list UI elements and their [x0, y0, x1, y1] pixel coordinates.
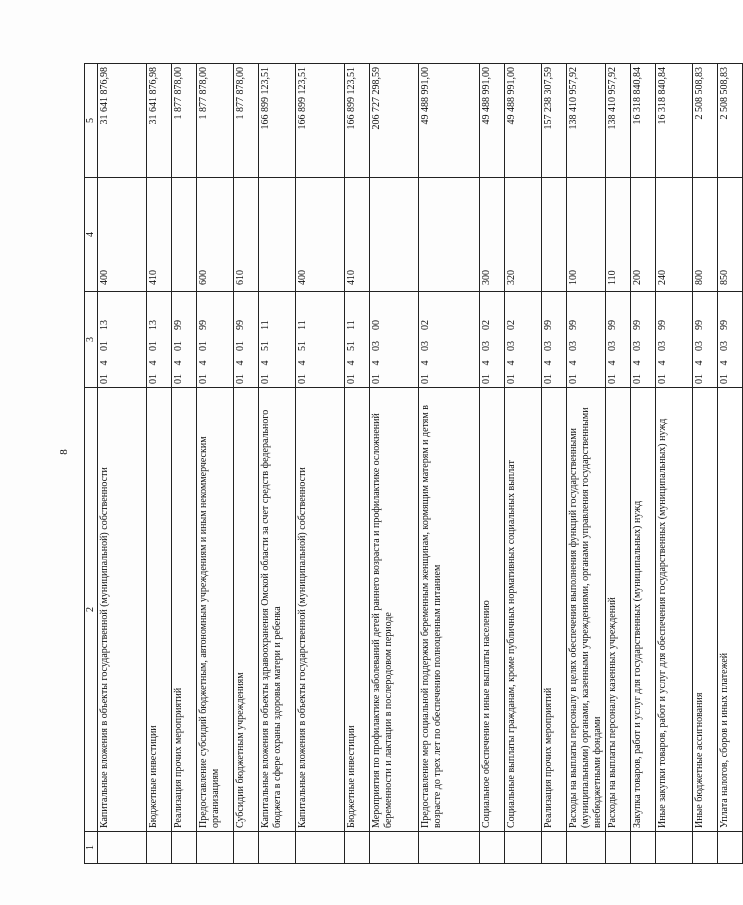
- row-amount-cell: 138 410 957,92: [606, 64, 631, 178]
- code-part-4: 11: [346, 320, 357, 330]
- table-row: [505, 64, 542, 864]
- code-part-1: 01: [694, 374, 705, 384]
- row-number-cell: [606, 832, 631, 864]
- row-name-cell: Закупка товаров, работ и услуг для государственных (муниципальных) нужд: [631, 388, 656, 832]
- code-part-3: 51: [260, 341, 271, 351]
- row-amount-cell: 16 318 840,84: [631, 64, 656, 178]
- code-part-4: 99: [235, 320, 246, 330]
- row-number-cell: [631, 832, 656, 864]
- table-row: [296, 64, 345, 864]
- code-part-3: 51: [346, 341, 357, 351]
- code-part-4: 02: [506, 320, 517, 330]
- code-part-1: 01: [371, 374, 382, 384]
- row-type-cell: 240: [656, 178, 693, 292]
- code-part-3: 03: [371, 341, 382, 351]
- code-part-4: 99: [173, 320, 184, 330]
- header-col-2: 2: [85, 388, 98, 832]
- code-part-2: 4: [260, 360, 271, 366]
- header-col-1: 1: [85, 832, 98, 864]
- code-part-3: 03: [719, 341, 730, 351]
- table-row: [693, 64, 718, 864]
- row-amount-cell: 2 508 508,83: [693, 64, 718, 178]
- code-part-2: 4: [568, 360, 579, 366]
- row-number-cell: [718, 832, 743, 864]
- code-part-3: 03: [607, 341, 618, 351]
- code-part-2: 4: [543, 360, 554, 366]
- code-part-1: 01: [99, 374, 110, 384]
- code-part-1: 01: [632, 374, 643, 384]
- code-part-1: 01: [346, 374, 357, 384]
- table-row: [606, 64, 631, 864]
- row-number-cell: [480, 832, 505, 864]
- code-part-3: 03: [657, 341, 668, 351]
- row-number-cell: [370, 832, 419, 864]
- table-row: [542, 64, 567, 864]
- row-number-cell: [259, 832, 296, 864]
- row-code-cell: [693, 292, 718, 388]
- table-row: [172, 64, 197, 864]
- code-part-4: 99: [568, 320, 579, 330]
- row-amount-cell: 31 641 876,98: [98, 64, 147, 178]
- table-row: [197, 64, 234, 864]
- row-amount-cell: 1 877 878,00: [172, 64, 197, 178]
- code-part-4: 00: [371, 320, 382, 330]
- code-part-3: 51: [297, 341, 308, 351]
- table-row: [259, 64, 296, 864]
- code-part-3: 03: [420, 341, 431, 351]
- code-part-1: 01: [260, 374, 271, 384]
- row-amount-cell: 1 877 878,00: [234, 64, 259, 178]
- table-row: [567, 64, 606, 864]
- code-part-2: 4: [346, 360, 357, 366]
- row-name-cell: Реализация прочих мероприятий: [542, 388, 567, 832]
- row-code-cell: [172, 292, 197, 388]
- row-code-cell: [370, 292, 419, 388]
- code-part-2: 4: [694, 360, 705, 366]
- row-name-cell: Бюджетные инвестиции: [147, 388, 172, 832]
- row-amount-cell: 16 318 840,84: [656, 64, 693, 178]
- table-row: [234, 64, 259, 864]
- code-part-4: 13: [148, 320, 159, 330]
- row-code-cell: [147, 292, 172, 388]
- row-code-cell: [197, 292, 234, 388]
- code-part-2: 4: [99, 360, 110, 366]
- code-part-1: 01: [235, 374, 246, 384]
- row-code-cell: [542, 292, 567, 388]
- code-part-2: 4: [481, 360, 492, 366]
- row-name-cell: Уплата налогов, сборов и иных платежей: [718, 388, 743, 832]
- row-name-cell: Расходы на выплаты персоналу в целях обеспечения выполнения функций государственными (муниципальными) органами, казенными учреждениями, органами управления государственными внебюджетными фондами: [567, 388, 606, 832]
- row-amount-cell: 157 238 307,59: [542, 64, 567, 178]
- code-part-1: 01: [506, 374, 517, 384]
- header-col-5: 5: [85, 64, 98, 178]
- code-part-3: 03: [632, 341, 643, 351]
- row-type-cell: [259, 178, 296, 292]
- code-part-2: 4: [297, 360, 308, 366]
- row-amount-cell: 31 641 876,98: [147, 64, 172, 178]
- row-type-cell: 200: [631, 178, 656, 292]
- row-code-cell: [480, 292, 505, 388]
- code-part-2: 4: [719, 360, 730, 366]
- code-part-2: 4: [607, 360, 618, 366]
- code-part-2: 4: [235, 360, 246, 366]
- code-part-4: 99: [719, 320, 730, 330]
- row-type-cell: [172, 178, 197, 292]
- code-part-3: 01: [198, 341, 209, 351]
- row-number-cell: [419, 832, 480, 864]
- code-part-2: 4: [371, 360, 382, 366]
- code-part-1: 01: [607, 374, 618, 384]
- row-code-cell: [234, 292, 259, 388]
- code-part-3: 03: [543, 341, 554, 351]
- code-part-4: 02: [481, 320, 492, 330]
- row-amount-cell: 166 899 123,51: [345, 64, 370, 178]
- code-part-1: 01: [568, 374, 579, 384]
- row-amount-cell: 49 488 991,00: [419, 64, 480, 178]
- code-part-4: 11: [260, 320, 271, 330]
- row-amount-cell: 138 410 957,92: [567, 64, 606, 178]
- row-code-cell: [259, 292, 296, 388]
- row-number-cell: [98, 832, 147, 864]
- row-name-cell: Предоставление мер социальной поддержки беременным женщинам, кормящим матерям и детям в возрасте до трех лет по обеспечению полноценным питанием: [419, 388, 480, 832]
- row-number-cell: [147, 832, 172, 864]
- code-part-3: 03: [694, 341, 705, 351]
- row-code-cell: [419, 292, 480, 388]
- row-type-cell: 300: [480, 178, 505, 292]
- row-code-cell: [505, 292, 542, 388]
- row-name-cell: Предоставление субсидий бюджетным, автономным учреждениям и иным некоммерческим организациям: [197, 388, 234, 832]
- table-row: [480, 64, 505, 864]
- table-row: [345, 64, 370, 864]
- code-part-2: 4: [420, 360, 431, 366]
- row-number-cell: [656, 832, 693, 864]
- code-part-3: 01: [148, 341, 159, 351]
- table-row: [98, 64, 147, 864]
- code-part-1: 01: [657, 374, 668, 384]
- code-part-4: 99: [543, 320, 554, 330]
- header-col-3: 3: [85, 292, 98, 388]
- row-amount-cell: 49 488 991,00: [505, 64, 542, 178]
- row-name-cell: Субсидии бюджетным учреждениям: [234, 388, 259, 832]
- code-part-4: 13: [99, 320, 110, 330]
- table-row: [718, 64, 743, 864]
- row-amount-cell: 49 488 991,00: [480, 64, 505, 178]
- row-type-cell: 100: [567, 178, 606, 292]
- row-type-cell: 400: [296, 178, 345, 292]
- code-part-4: 99: [607, 320, 618, 330]
- row-number-cell: [542, 832, 567, 864]
- row-code-cell: [631, 292, 656, 388]
- row-code-cell: [98, 292, 147, 388]
- page-number: 8: [58, 449, 70, 455]
- table-row: [147, 64, 172, 864]
- code-part-4: 99: [657, 320, 668, 330]
- row-number-cell: [197, 832, 234, 864]
- row-name-cell: Иные бюджетные ассигнования: [693, 388, 718, 832]
- table-row: [656, 64, 693, 864]
- code-part-4: 99: [694, 320, 705, 330]
- code-part-4: 99: [198, 320, 209, 330]
- row-name-cell: Расходы на выплаты персоналу казенных учреждений: [606, 388, 631, 832]
- code-part-2: 4: [506, 360, 517, 366]
- code-part-4: 11: [297, 320, 308, 330]
- header-col-4: 4: [85, 178, 98, 292]
- code-part-3: 03: [481, 341, 492, 351]
- row-amount-cell: 166 899 123,51: [296, 64, 345, 178]
- code-part-2: 4: [632, 360, 643, 366]
- row-type-cell: [370, 178, 419, 292]
- code-part-1: 01: [198, 374, 209, 384]
- row-number-cell: [567, 832, 606, 864]
- code-part-3: 01: [173, 341, 184, 351]
- row-name-cell: Капитальные вложения в объекты государственной (муниципальной) собственности: [98, 388, 147, 832]
- code-part-1: 01: [481, 374, 492, 384]
- row-name-cell: Мероприятия по профилактике заболеваний детей раннего возраста и профилактике осложнений беременности и лактации в послеродовом периоде: [370, 388, 419, 832]
- row-name-cell: Реализация прочих мероприятий: [172, 388, 197, 832]
- row-type-cell: 800: [693, 178, 718, 292]
- table-body: [98, 64, 743, 864]
- row-code-cell: [606, 292, 631, 388]
- code-part-3: 03: [568, 341, 579, 351]
- row-number-cell: [693, 832, 718, 864]
- row-type-cell: 600: [197, 178, 234, 292]
- row-type-cell: [542, 178, 567, 292]
- row-name-cell: Бюджетные инвестиции: [345, 388, 370, 832]
- row-type-cell: 320: [505, 178, 542, 292]
- row-code-cell: [345, 292, 370, 388]
- code-part-4: 99: [632, 320, 643, 330]
- table-row: [419, 64, 480, 864]
- row-code-cell: [718, 292, 743, 388]
- row-number-cell: [505, 832, 542, 864]
- code-part-3: 03: [506, 341, 517, 351]
- row-type-cell: 850: [718, 178, 743, 292]
- row-amount-cell: 2 508 508,83: [718, 64, 743, 178]
- code-part-1: 01: [420, 374, 431, 384]
- code-part-1: 01: [543, 374, 554, 384]
- code-part-2: 4: [657, 360, 668, 366]
- row-code-cell: [296, 292, 345, 388]
- row-amount-cell: 1 877 878,00: [197, 64, 234, 178]
- row-number-cell: [172, 832, 197, 864]
- code-part-2: 4: [148, 360, 159, 366]
- code-part-1: 01: [297, 374, 308, 384]
- code-part-4: 02: [420, 320, 431, 330]
- row-name-cell: Иные закупки товаров, работ и услуг для обеспечения государственных (муниципальных) нужд: [656, 388, 693, 832]
- row-amount-cell: 206 727 298,59: [370, 64, 419, 178]
- row-type-cell: 410: [147, 178, 172, 292]
- budget-table: [84, 63, 743, 864]
- row-name-cell: Капитальные вложения в объекты здравоохранения Омской области за счет средств федерального бюджета в сфере охраны здоровья матери и ребенка: [259, 388, 296, 832]
- row-amount-cell: 166 899 123,51: [259, 64, 296, 178]
- row-code-cell: [656, 292, 693, 388]
- code-part-1: 01: [173, 374, 184, 384]
- row-number-cell: [296, 832, 345, 864]
- row-type-cell: 110: [606, 178, 631, 292]
- row-name-cell: Социальное обеспечение и иные выплаты населению: [480, 388, 505, 832]
- budget-table-rotated: [84, 64, 730, 864]
- code-part-2: 4: [198, 360, 209, 366]
- row-type-cell: 400: [98, 178, 147, 292]
- row-type-cell: 410: [345, 178, 370, 292]
- code-part-3: 01: [99, 341, 110, 351]
- table-header-row: [85, 64, 98, 864]
- table-row: [370, 64, 419, 864]
- table-row: [631, 64, 656, 864]
- row-name-cell: Капитальные вложения в объекты государственной (муниципальной) собственности: [296, 388, 345, 832]
- code-part-2: 4: [173, 360, 184, 366]
- code-part-3: 01: [235, 341, 246, 351]
- row-name-cell: Социальные выплаты гражданам, кроме публичных нормативных социальных выплат: [505, 388, 542, 832]
- row-code-cell: [567, 292, 606, 388]
- row-number-cell: [234, 832, 259, 864]
- row-number-cell: [345, 832, 370, 864]
- row-type-cell: [419, 178, 480, 292]
- code-part-1: 01: [148, 374, 159, 384]
- code-part-1: 01: [719, 374, 730, 384]
- row-type-cell: 610: [234, 178, 259, 292]
